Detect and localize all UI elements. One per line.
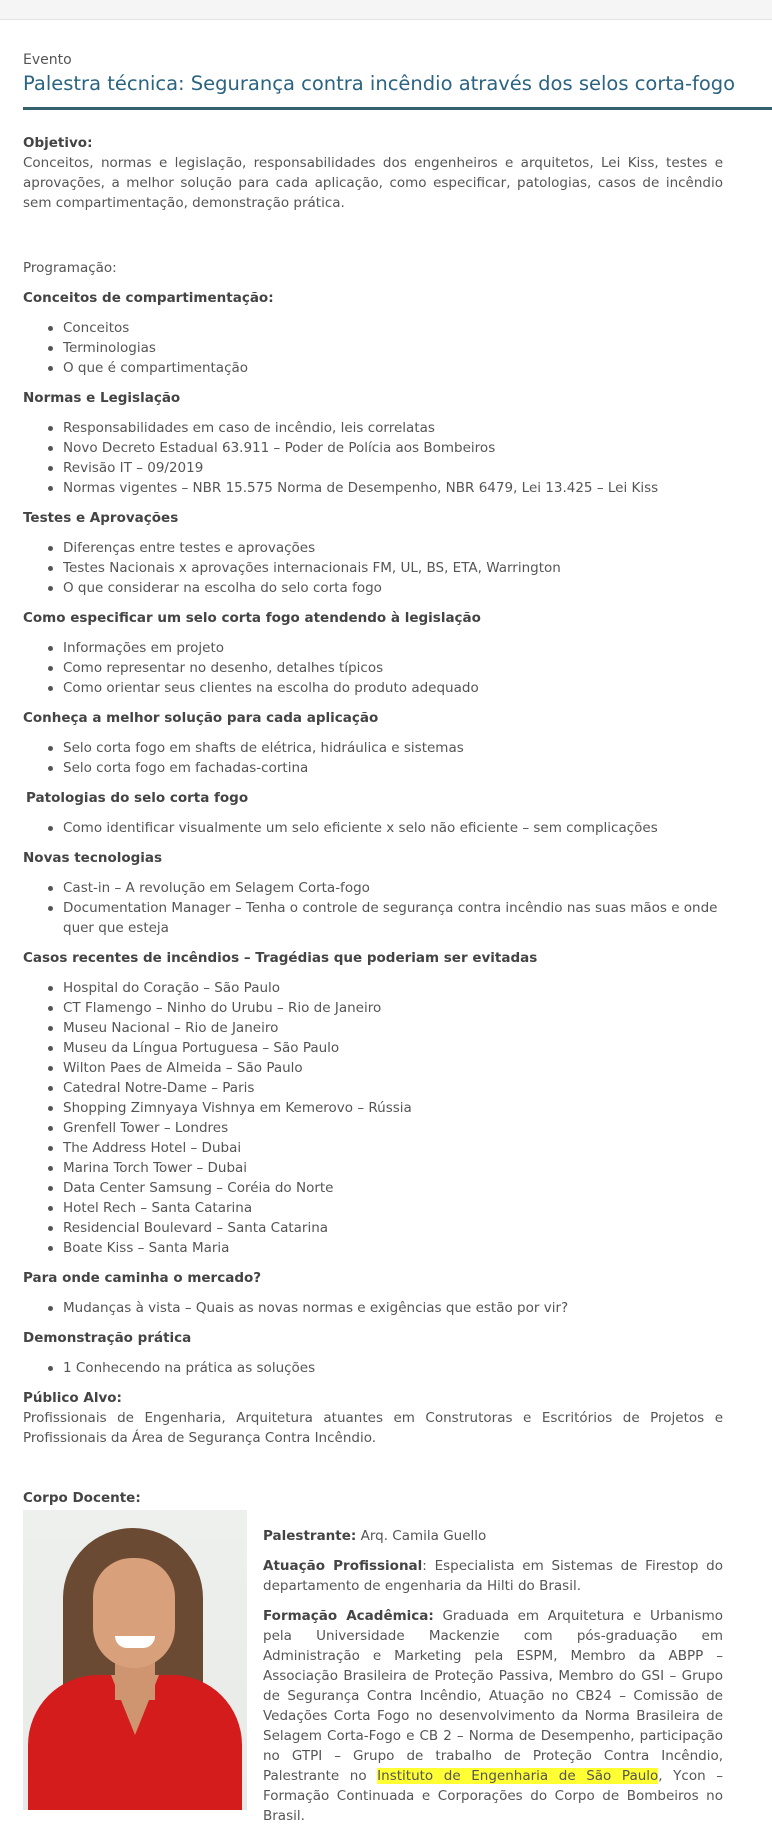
list-item: Responsabilidades em caso de incêndio, leis correlatas [63,418,723,438]
highlighted-institution: Instituto de Engenharia de São Paulo [377,1768,659,1784]
event-title: Palestra técnica: Segurança contra incêndio através dos selos corta-fogo [23,69,772,110]
speaker-bio [247,1510,723,1836]
topic-heading: Casos recentes de incêndios – Tragédias que poderiam ser evitadas [23,950,538,966]
list-item: Museu da Língua Portuguesa – São Paulo [63,1038,723,1058]
list-item: Selo corta fogo em shafts de elétrica, hidráulica e sistemas [63,738,723,758]
event-page [0,20,772,1836]
topic-heading: Demonstração prática [23,1330,192,1346]
topic-heading: Conheça a melhor solução para cada aplicação [23,710,379,726]
list-item: Wilton Paes de Almeida – São Paulo [63,1058,723,1078]
program-topics [23,288,723,1378]
audience-label: Público Alvo: [23,1390,122,1406]
event-label: Evento [23,52,72,68]
topic-list [23,818,723,838]
speaker-photo [23,1510,247,1810]
list-item: O que considerar na escolha do selo corta fogo [63,578,723,598]
faculty-section [23,1488,723,1836]
education-label: Formação Acadêmica: [263,1608,434,1624]
program-label: Programação: [23,260,117,276]
list-item: Terminologias [63,338,723,358]
list-item: Museu Nacional – Rio de Janeiro [63,1018,723,1038]
list-item: The Address Hotel – Dubai [63,1138,723,1158]
speaker-name-line [263,1526,723,1546]
education-text-end: , Ycon – Formação Continuada e Corporações do Corpo de Bombeiros no Brasil. [263,1768,724,1824]
topic-list [23,538,723,598]
event-content [23,133,772,1836]
list-item: Marina Torch Tower – Dubai [63,1158,723,1178]
list-item: Novo Decreto Estadual 63.911 – Poder de Polícia aos Bombeiros [63,438,723,458]
list-item: Grenfell Tower – Londres [63,1118,723,1138]
speaker-role-line [263,1556,723,1596]
speaker-name: Arq. Camila Guello [356,1528,487,1544]
list-item: Conceitos [63,318,723,338]
list-item: Catedral Notre-Dame – Paris [63,1078,723,1098]
list-item: O que é compartimentação [63,358,723,378]
speaker-label: Palestrante: [263,1528,357,1544]
topic-list [23,638,723,698]
list-item: Como orientar seus clientes na escolha do produto adequado [63,678,723,698]
list-item: Shopping Zimnyaya Vishnya em Kemerovo – Rússia [63,1098,723,1118]
role-text: : Especialista em Sistemas de Firestop do departamento de engenharia da Hilti do Brasil. [263,1558,723,1594]
list-item: Residencial Boulevard – Santa Catarina [63,1218,723,1238]
list-item: Testes Nacionais x aprovações internacionais FM, UL, BS, ETA, Warrington [63,558,723,578]
topic-heading: Patologias do selo corta fogo [26,790,249,806]
list-item: Como identificar visualmente um selo eficiente x selo não eficiente – sem complicações [63,818,723,838]
list-item: 1 Conhecendo na prática as soluções [63,1358,723,1378]
list-item: Diferenças entre testes e aprovações [63,538,723,558]
topic-heading: Como especificar um selo corta fogo atendendo à legislação [23,610,481,626]
speaker-card [23,1510,723,1836]
education-text: Graduada em Arquitetura e Urbanismo pela Universidade Mackenzie com pós-graduação em Administração e Marketing pela ESPM, Membro da ABPP – Associação Brasileira de Proteção Passiva, Membro do GSI – Grupo de Segurança Contra Incêndio, Atuação no CB24 – Comissão de Vedações Corta Fogo no desenvolvimento da Norma Brasileira de Selagem Corta-Fogo e CB 2 – Norma de Desempenho, participação no GTPI – Grupo de trabalho de Proteção Contra Incêndio, Palestrante no [263,1608,723,1784]
list-item: Data Center Samsung – Coréia do Norte [63,1178,723,1198]
topic-list [23,318,723,378]
audience-text: Profissionais de Engenharia, Arquitetura atuantes em Construtoras e Escritórios de Projetos e Profissionais da Área de Segurança Contra Incêndio. [23,1410,723,1446]
list-item: Hospital do Coração – São Paulo [63,978,723,998]
list-item: Normas vigentes – NBR 15.575 Norma de Desempenho, NBR 6479, Lei 13.425 – Lei Kiss [63,478,723,498]
objective-text: Conceitos, normas e legislação, responsabilidades dos engenheiros e arquitetos, Lei Kiss, testes e aprovações, a melhor solução para cada aplicação, como especificar, patologias, casos de incêndio sem compartimentação, demonstração prática. [23,155,723,211]
objective-section [23,133,723,213]
list-item: Revisão IT – 09/2019 [63,458,723,478]
objective-label: Objetivo: [23,135,93,151]
list-item: Informações em projeto [63,638,723,658]
list-item: Como representar no desenho, detalhes típicos [63,658,723,678]
list-item: CT Flamengo – Ninho do Urubu – Rio de Janeiro [63,998,723,1018]
topic-heading: Conceitos de compartimentação: [23,290,274,306]
list-item: Documentation Manager – Tenha o controle de segurança contra incêndio nas suas mãos e onde quer que esteja [63,898,723,938]
list-item: Hotel Rech – Santa Catarina [63,1198,723,1218]
topic-list [23,418,723,498]
topic-list [23,1298,723,1318]
topic-list [23,978,723,1258]
list-item: Selo corta fogo em fachadas-cortina [63,758,723,778]
audience-section [23,1388,723,1448]
topic-list [23,1358,723,1378]
topic-heading: Testes e Aprovações [23,510,179,526]
topic-list [23,878,723,938]
faculty-label: Corpo Docente: [23,1490,141,1506]
top-bar [0,0,772,20]
topic-heading: Novas tecnologias [23,850,163,866]
list-item: Mudanças à vista – Quais as novas normas e exigências que estão por vir? [63,1298,723,1318]
topic-heading: Normas e Legislação [23,390,181,406]
topic-heading: Para onde caminha o mercado? [23,1270,262,1286]
speaker-education-line [263,1606,723,1826]
list-item: Boate Kiss – Santa Maria [63,1238,723,1258]
list-item: Cast-in – A revolução em Selagem Corta-fogo [63,878,723,898]
topic-list [23,738,723,778]
role-label: Atuação Profissional [263,1558,423,1574]
